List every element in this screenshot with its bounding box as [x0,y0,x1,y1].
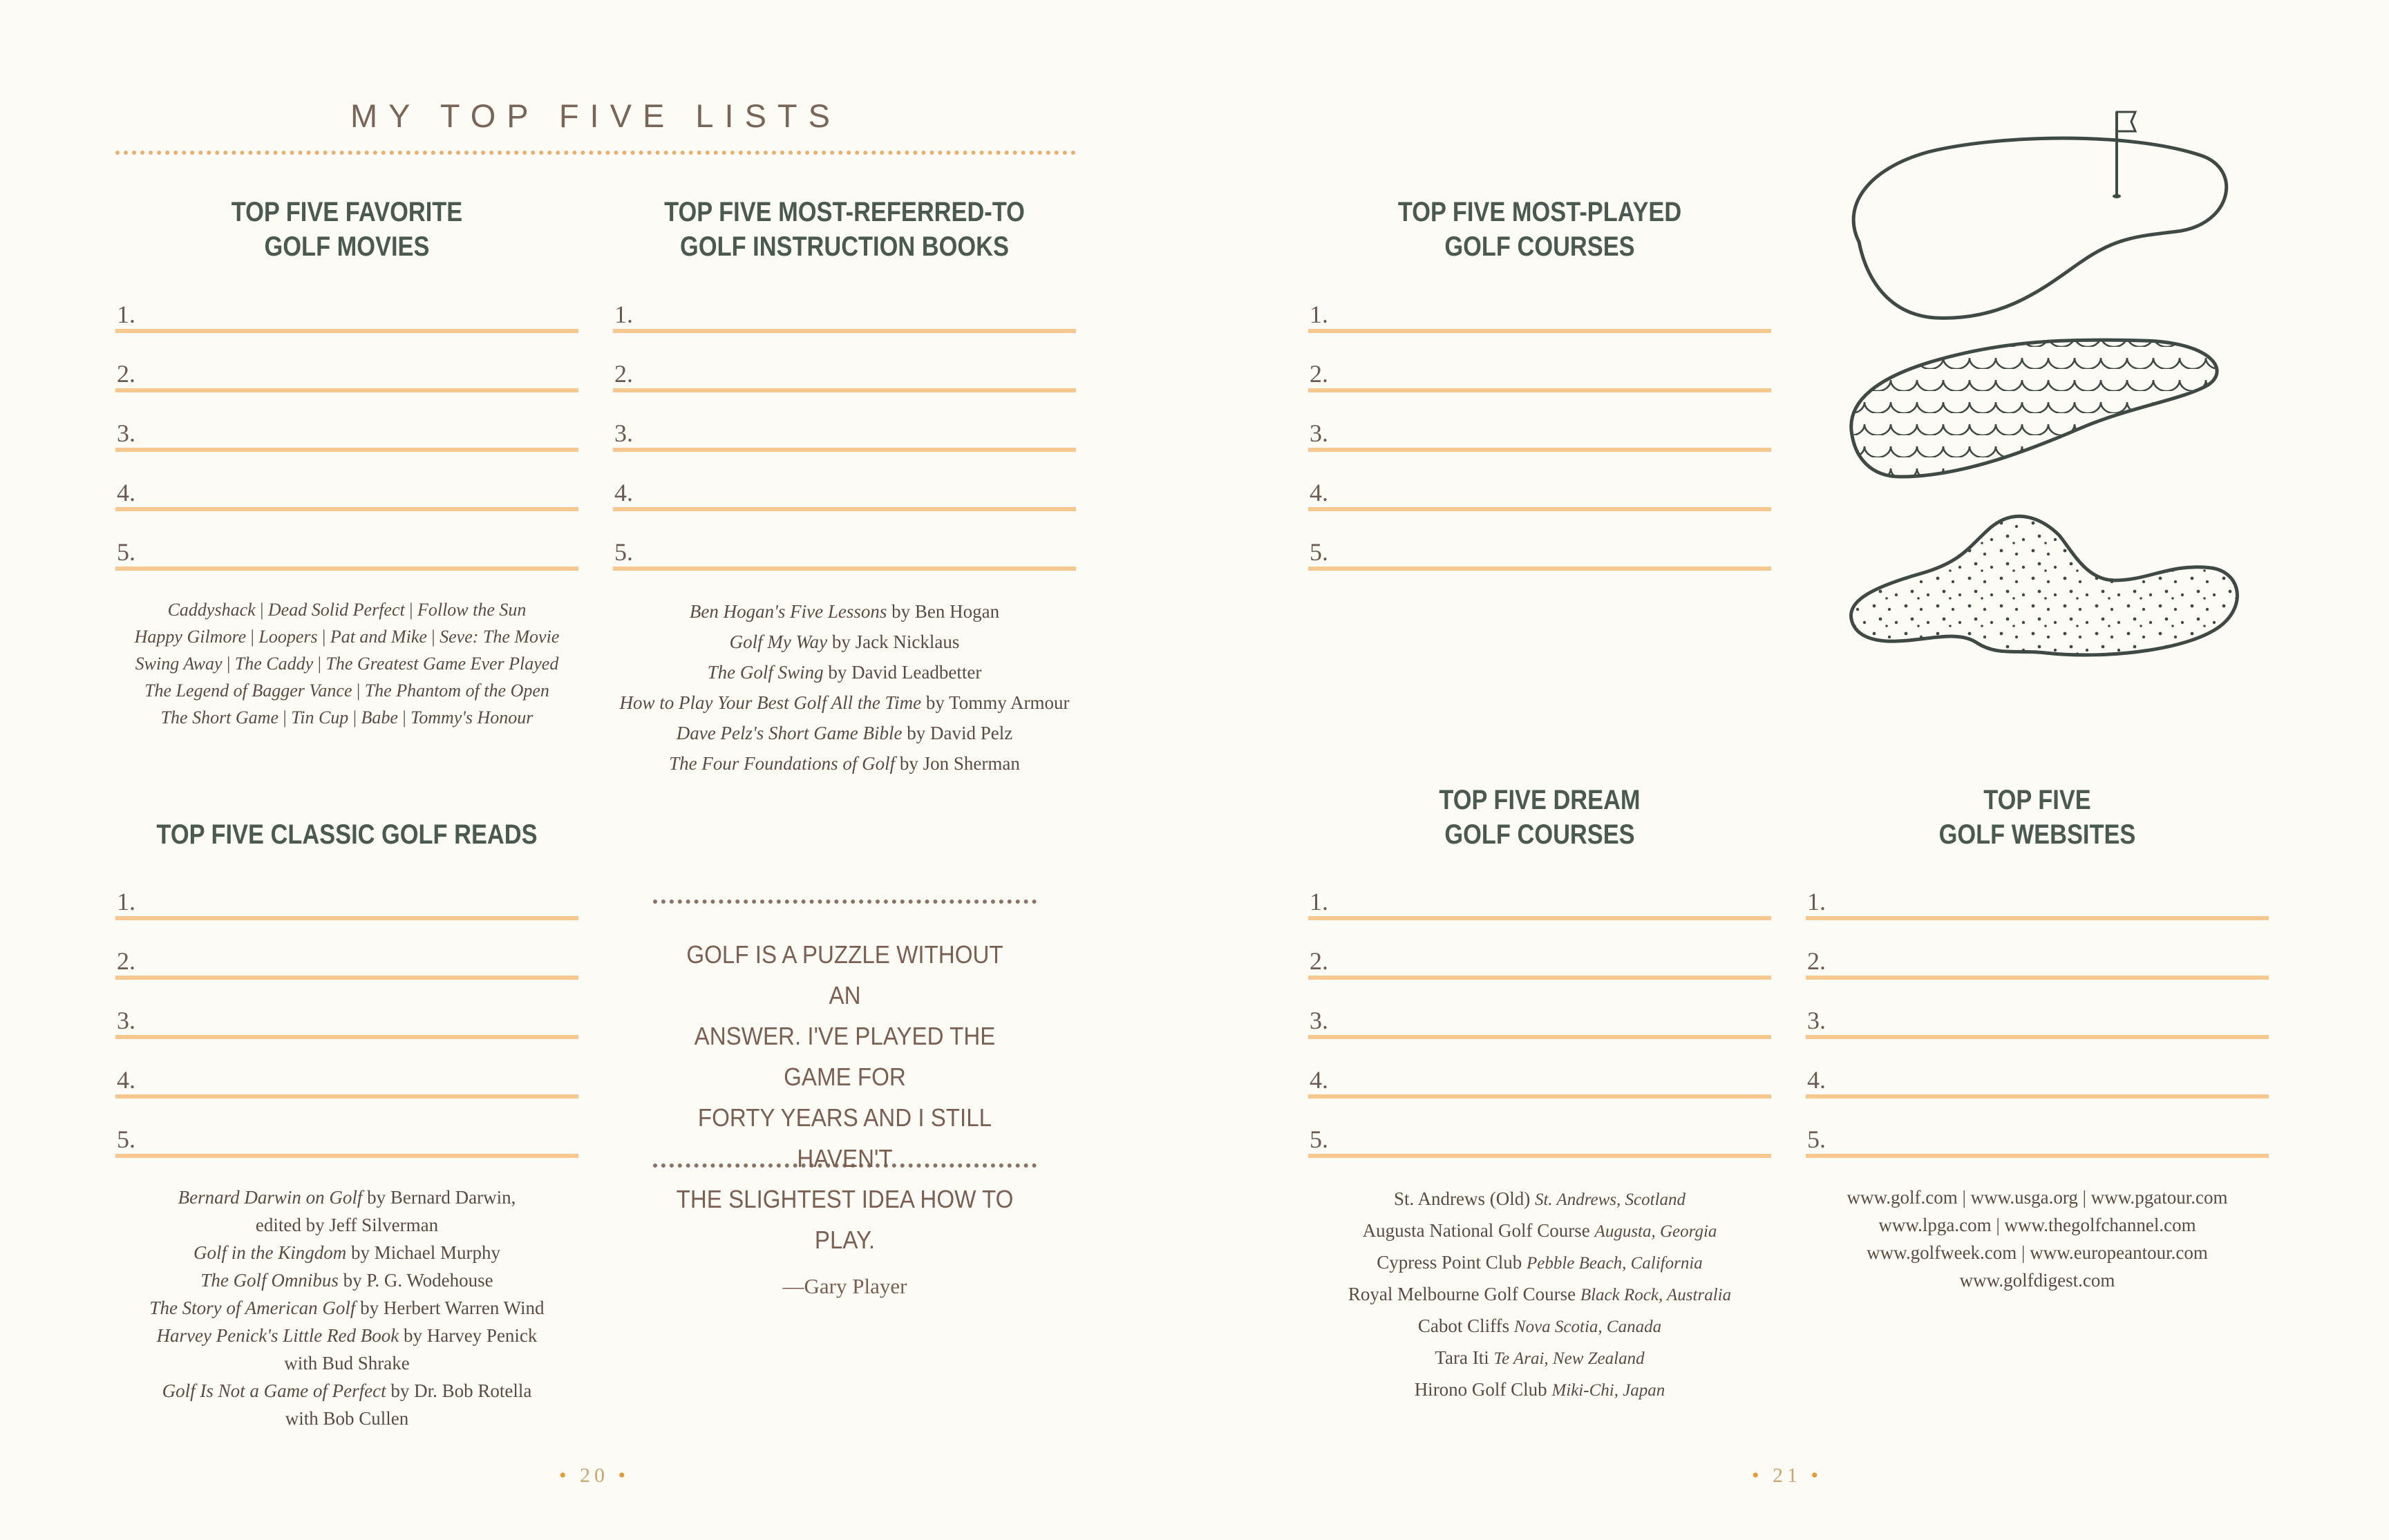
quote-line: FORTY YEARS AND I STILL HAVEN'T [697,1103,992,1172]
book-title: The Story of American Golf [149,1297,356,1318]
suggestion-line [115,596,578,623]
separator: | [255,600,268,620]
list-line[interactable] [1308,452,1771,511]
quote-line: THE SLIGHTEST IDEA HOW TO PLAY. [676,1185,1014,1254]
movies-suggestions [115,596,578,731]
suggestion-line [1294,1311,1785,1342]
line-number: 5. [117,1125,135,1153]
course-name: Cypress Point Club [1377,1252,1527,1273]
suggestion-line [115,1405,578,1432]
list-line[interactable] [1806,1039,2269,1099]
dream-list [1308,861,1771,1158]
title-dotted-rule [115,151,1076,155]
book-title: The Golf Swing [707,662,824,683]
suggestion-line [115,1377,578,1405]
line-number: 3. [1310,1007,1328,1034]
book-author: by David Pelz [902,723,1013,743]
line-number: 3. [117,1007,135,1034]
list-line[interactable] [613,511,1076,571]
page-title: MY TOP FIVE LISTS [350,97,841,134]
website-line: www.golfdigest.com [1959,1270,2115,1291]
list-line[interactable] [115,452,578,511]
suggestion-line [1294,1374,1785,1406]
suggestion-line [1294,1342,1785,1374]
suggestion-line [1294,1215,1785,1247]
list-line[interactable] [115,861,578,920]
list-line[interactable] [613,274,1076,333]
suggestion-line [1294,1247,1785,1279]
suggestion-line [1294,1279,1785,1311]
line-number: 1. [614,301,633,328]
websites-heading-line1: TOP FIVE [1983,785,2091,815]
line-number: 4. [1807,1066,1826,1094]
list-line[interactable] [1308,392,1771,452]
course-name: Augusta National Golf Course [1362,1220,1595,1241]
course-location: Nova Scotia, Canada [1513,1318,1662,1336]
line-number: 3. [1310,419,1328,447]
rough-scallop-icon [1851,340,2217,477]
book-title: Golf My Way [729,631,828,652]
book-author: by Ben Hogan [887,601,1000,622]
book-author: by Jon Sherman [895,753,1020,774]
dream-suggestions [1294,1183,1785,1406]
line-number: 5. [1807,1125,1826,1153]
list-line[interactable] [1308,1099,1771,1158]
list-line[interactable] [613,452,1076,511]
book-author: with Bob Cullen [285,1408,409,1429]
movie-title: Tommy's Honour [410,707,533,728]
list-line[interactable] [115,274,578,333]
book-author: by Harvey Penick [399,1325,538,1346]
list-line[interactable] [1806,861,2269,920]
separator: | [313,654,326,674]
separator: | [426,627,440,647]
course-location: Pebble Beach, California [1526,1254,1703,1273]
page-number-right: • 21 • [1751,1464,1823,1487]
movie-title: The Legend of Bagger Vance [144,681,352,701]
book-title: Ben Hogan's Five Lessons [689,601,887,622]
suggestion-line [115,623,578,650]
dream-heading-line2: GOLF COURSES [1444,819,1635,850]
list-line[interactable] [613,333,1076,392]
golf-illustrations [1838,104,2246,684]
dream-heading-line1: TOP FIVE DREAM [1439,785,1641,815]
played-list [1308,274,1771,571]
list-line[interactable] [1308,920,1771,980]
line-number: 2. [1310,360,1328,388]
quote-line: GOLF IS A PUZZLE WITHOUT AN [686,940,1003,1009]
suggestion-line [115,1211,578,1239]
sand-bunker-icon [1851,516,2237,655]
book-title: The Four Foundations of Golf [669,753,896,774]
separator: | [222,654,235,674]
line-number: 3. [614,419,633,447]
website-line: www.lpga.com | www.thegolfchannel.com [1878,1215,2196,1235]
course-location: Te Arai, New Zealand [1493,1349,1645,1368]
list-line[interactable] [115,511,578,571]
suggestion-line [1294,1183,1785,1215]
websites-list [1806,861,2269,1158]
dream-heading [1341,783,1739,852]
suggestion-line [599,687,1090,718]
list-line[interactable] [1806,920,2269,980]
suggestion-line [115,650,578,677]
instruction-suggestions [599,596,1090,779]
reads-suggestions [115,1183,578,1432]
book-author: by Bernard Darwin, [362,1187,516,1208]
book-title: Harvey Penick's Little Red Book [156,1325,399,1346]
movie-title: The Phantom of the Open [364,681,549,701]
list-line[interactable] [1308,333,1771,392]
course-name: Cabot Cliffs [1417,1315,1514,1336]
book-author: by David Leadbetter [823,662,982,683]
course-location: Augusta, Georgia [1594,1222,1717,1241]
book-author: by Jack Nicklaus [827,631,960,652]
course-name: St. Andrews (Old) [1393,1188,1535,1209]
list-line[interactable] [1806,1099,2269,1158]
movies-heading-line2: GOLF MOVIES [264,231,430,262]
green-with-flag-icon [1853,112,2227,318]
movie-title: Swing Away [135,654,223,674]
book-title: Bernard Darwin on Golf [178,1187,363,1208]
suggestion-line [599,596,1090,627]
line-number: 5. [614,538,633,566]
course-name: Hirono Golf Club [1414,1379,1552,1400]
book-author: by Michael Murphy [346,1242,500,1263]
list-line[interactable] [115,1099,578,1158]
separator: | [397,707,411,728]
suggestion-line [115,1322,578,1349]
book-author: by Herbert Warren Wind [355,1297,545,1318]
list-line[interactable] [1308,980,1771,1039]
line-number: 2. [614,360,633,388]
separator: | [278,707,292,728]
book-author: by P. G. Wodehouse [338,1270,493,1291]
played-heading-line1: TOP FIVE MOST-PLAYED [1397,197,1682,227]
movie-title: Seve: The Movie [440,627,560,647]
suggestion-line [115,704,578,731]
suggestion-line [599,718,1090,748]
line-number: 2. [1310,947,1328,975]
course-location: Miki-Chi, Japan [1551,1381,1665,1400]
movie-title: Caddyshack [167,600,256,620]
separator: | [404,600,417,620]
quote-text [668,934,1021,1260]
list-line[interactable] [115,920,578,980]
played-heading-line2: GOLF COURSES [1444,231,1635,262]
line-number: 1. [1310,888,1328,915]
instruction-heading-line1: TOP FIVE MOST-REFERRED-TO [664,197,1025,227]
book-title: How to Play Your Best Golf All the Time [619,692,922,713]
quote-line: ANSWER. I'VE PLAYED THE GAME FOR [694,1022,996,1091]
line-number: 4. [1310,1066,1328,1094]
book-author: with Bud Shrake [284,1353,410,1373]
website-line: www.golfweek.com | www.europeantour.com [1867,1242,2208,1263]
course-name: Royal Melbourne Golf Course [1348,1284,1580,1304]
list-line[interactable] [115,392,578,452]
book-author: by Tommy Armour [921,692,1070,713]
line-number: 5. [1310,538,1328,566]
line-number: 1. [1310,301,1328,328]
line-number: 3. [117,419,135,447]
book-title: Golf Is Not a Game of Perfect [162,1380,386,1401]
instruction-heading-line2: GOLF INSTRUCTION BOOKS [680,231,1009,262]
book-title: The Golf Omnibus [200,1270,339,1291]
websites-heading-line2: GOLF WEBSITES [1938,819,2136,850]
movies-heading-line1: TOP FIVE FAVORITE [231,197,463,227]
separator: | [317,627,330,647]
movie-title: Loopers [258,627,318,647]
book-title: Golf in the Kingdom [193,1242,347,1263]
book-author: edited by Jeff Silverman [255,1215,439,1235]
movie-title: Happy Gilmore [134,627,247,647]
quote-box [653,900,1037,1298]
quote-author: —Gary Player [782,1274,907,1298]
line-number: 1. [1807,888,1826,915]
line-number: 4. [614,479,633,506]
movie-title: Dead Solid Perfect [267,600,405,620]
reads-heading: TOP FIVE CLASSIC GOLF READS [156,819,538,850]
website-line: www.golf.com | www.usga.org | www.pgatour.com [1847,1187,2228,1208]
suggestion-line [115,1183,578,1211]
instruction-list [613,274,1076,571]
movie-title: Tin Cup [291,707,349,728]
page-number-right-value: 21 [1773,1464,1802,1487]
line-number: 2. [117,947,135,975]
line-number: 5. [1310,1125,1328,1153]
movie-title: The Greatest Game Ever Played [325,654,559,674]
list-line[interactable] [115,333,578,392]
suggestion-line [115,1266,578,1294]
list-line[interactable] [115,1039,578,1099]
suggestion-line [115,1239,578,1266]
movie-title: The Short Game [160,707,278,728]
separator: | [348,707,361,728]
line-number: 4. [1310,479,1328,506]
line-number: 1. [117,888,135,915]
list-line[interactable] [1806,980,2269,1039]
list-line[interactable] [1308,1039,1771,1099]
line-number: 5. [117,538,135,566]
suggestion-line [599,748,1090,779]
played-heading [1341,195,1739,264]
instruction-heading [645,195,1044,264]
movie-title: The Caddy [234,654,314,674]
course-name: Tara Iti [1435,1347,1494,1368]
page-number-left-value: 20 [580,1464,609,1487]
book-author: by Dr. Bob Rotella [386,1380,532,1401]
suggestion-line [599,627,1090,657]
list-line[interactable] [613,392,1076,452]
list-line[interactable] [115,980,578,1039]
suggestion-line [115,1294,578,1322]
movie-title: Pat and Mike [330,627,427,647]
movies-heading [148,195,546,264]
suggestion-line [599,657,1090,687]
course-location: Black Rock, Australia [1580,1286,1732,1304]
list-line[interactable] [1308,274,1771,333]
movies-list [115,274,578,571]
suggestion-line [115,1349,578,1377]
line-number: 4. [117,479,135,506]
separator: | [246,627,259,647]
page-number-left: • 20 • [558,1464,630,1487]
movie-title: Babe [361,707,398,728]
book-title: Dave Pelz's Short Game Bible [676,723,903,743]
line-number: 2. [117,360,135,388]
websites-suggestions [1799,1183,2276,1294]
movie-title: Follow the Sun [417,600,527,620]
list-line[interactable] [1308,511,1771,571]
line-number: 2. [1807,947,1826,975]
list-line[interactable] [1308,861,1771,920]
course-location: St. Andrews, Scotland [1534,1190,1686,1209]
line-number: 4. [117,1066,135,1094]
separator: | [352,681,365,701]
reads-list [115,861,578,1158]
websites-heading [1838,783,2236,852]
line-number: 3. [1807,1007,1826,1034]
line-number: 1. [117,301,135,328]
suggestion-line [115,677,578,704]
